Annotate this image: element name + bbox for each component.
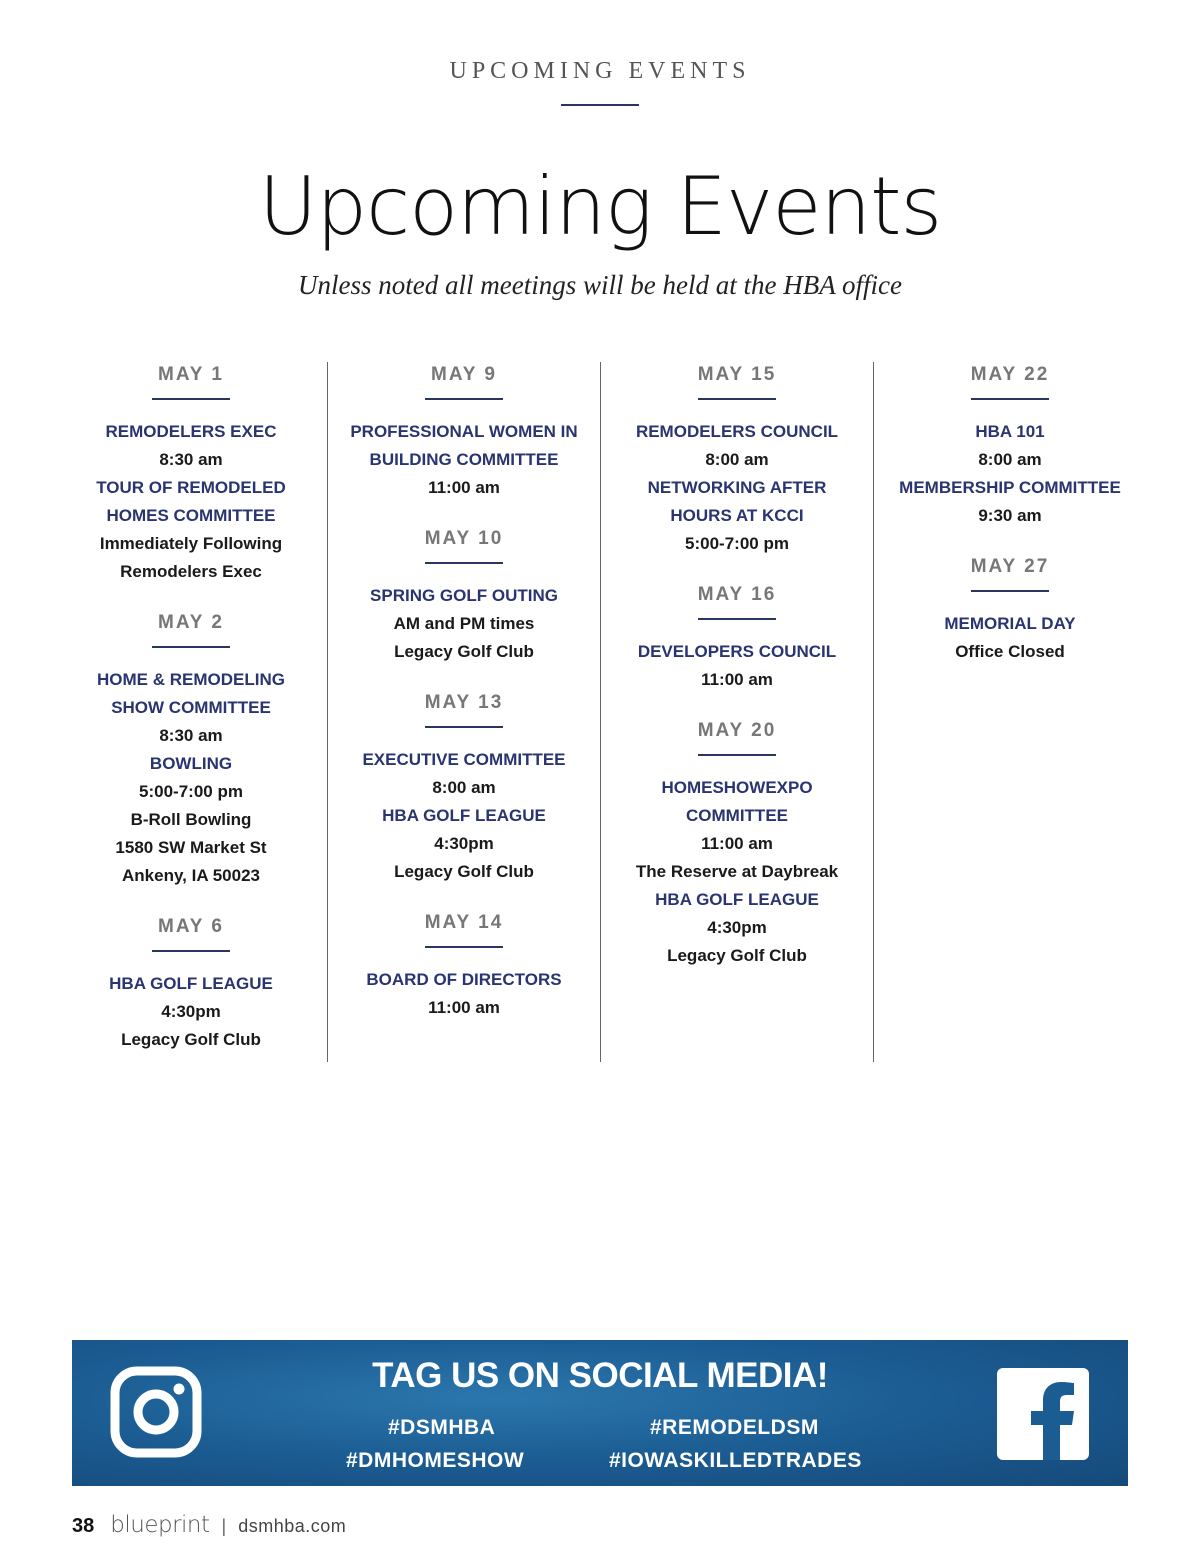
date-rule xyxy=(698,618,776,620)
event-detail: 11:00 am xyxy=(428,478,500,497)
event-day xyxy=(601,362,873,558)
date-rule xyxy=(425,726,503,728)
event-detail: Legacy Golf Club xyxy=(121,1030,261,1049)
event-name: HOME & REMODELING xyxy=(97,670,285,689)
section-label-rule xyxy=(561,104,639,106)
event-name: MEMBERSHIP COMMITTEE xyxy=(899,478,1121,497)
event-name: HBA GOLF LEAGUE xyxy=(655,890,819,909)
date-rule xyxy=(152,950,230,952)
event-detail: 5:00-7:00 pm xyxy=(139,782,243,801)
event-date: MAY 20 xyxy=(697,720,777,741)
event-date: MAY 1 xyxy=(158,364,224,385)
event-name: REMODELERS EXEC xyxy=(105,422,277,441)
date-rule xyxy=(425,562,503,564)
event-date: MAY 22 xyxy=(970,364,1050,385)
event-detail: Legacy Golf Club xyxy=(394,642,534,661)
event-day xyxy=(55,610,327,890)
events-column xyxy=(874,362,1146,1062)
event-date: MAY 15 xyxy=(697,364,777,385)
event-detail: 4:30pm xyxy=(707,918,767,937)
hashtag-iowaskilledtrades: #IOWASKILLEDTRADES xyxy=(609,1449,862,1472)
event-name: COMMITTEE xyxy=(686,806,788,825)
events-column xyxy=(55,362,328,1062)
event-date: MAY 14 xyxy=(424,912,504,933)
event-date: MAY 16 xyxy=(697,584,777,605)
event-detail: Immediately Following xyxy=(99,534,283,553)
event-name: HOURS AT KCCI xyxy=(670,506,804,525)
event-detail: 1580 SW Market St xyxy=(115,838,267,857)
hashtag-dsmhba: #DSMHBA xyxy=(388,1416,496,1439)
footer-separator: | xyxy=(221,1516,227,1536)
page-subtitle: Unless noted all meetings will be held at the HBA office xyxy=(298,270,902,300)
event-detail: 11:00 am xyxy=(701,834,773,853)
event-detail: 9:30 am xyxy=(978,506,1042,525)
event-detail: 5:00-7:00 pm xyxy=(685,534,789,553)
event-detail: Remodelers Exec xyxy=(120,562,262,581)
event-detail: AM and PM times xyxy=(393,614,535,633)
event-day xyxy=(328,362,600,502)
date-rule xyxy=(152,398,230,400)
event-detail: 11:00 am xyxy=(428,998,500,1017)
event-day xyxy=(601,718,873,970)
event-name: TOUR OF REMODELED xyxy=(96,478,286,497)
facebook-icon[interactable] xyxy=(997,1368,1089,1460)
event-name: BOWLING xyxy=(149,754,233,773)
event-day xyxy=(328,910,600,1022)
event-name: HBA GOLF LEAGUE xyxy=(109,974,273,993)
events-column xyxy=(601,362,874,1062)
page-number: 38 xyxy=(72,1515,95,1537)
event-day xyxy=(328,526,600,666)
event-detail: 4:30pm xyxy=(434,834,494,853)
event-detail: Legacy Golf Club xyxy=(667,946,807,965)
event-name: SHOW COMMITTEE xyxy=(111,698,271,717)
event-date: MAY 9 xyxy=(431,364,497,385)
page-footer xyxy=(72,1512,346,1542)
date-rule xyxy=(698,398,776,400)
date-rule xyxy=(425,946,503,948)
date-rule xyxy=(971,398,1049,400)
events-column xyxy=(328,362,601,1062)
event-name: SPRING GOLF OUTING xyxy=(370,586,558,605)
event-name: HOMES COMMITTEE xyxy=(106,506,276,525)
event-day xyxy=(328,690,600,886)
event-detail: Office Closed xyxy=(955,642,1065,661)
event-detail: 8:00 am xyxy=(432,778,496,797)
event-name: DEVELOPERS COUNCIL xyxy=(637,642,837,661)
event-name: HOMESHOWEXPO xyxy=(661,778,813,797)
social-media-banner xyxy=(72,1340,1128,1486)
hashtag-dmhomeshow: #DMHOMESHOW xyxy=(346,1449,525,1472)
section-label: UPCOMING EVENTS xyxy=(449,58,751,84)
event-name: PROFESSIONAL WOMEN IN xyxy=(350,422,578,441)
event-detail: Ankeny, IA 50023 xyxy=(122,866,260,885)
event-day xyxy=(874,554,1146,666)
events-columns xyxy=(55,362,1147,1062)
date-rule xyxy=(698,754,776,756)
event-date: MAY 2 xyxy=(158,612,224,633)
page-title: Upcoming Events xyxy=(258,160,942,253)
event-name: BOARD OF DIRECTORS xyxy=(366,970,562,989)
magazine-logo: blueprint xyxy=(110,1512,210,1538)
event-detail: 11:00 am xyxy=(701,670,773,689)
event-detail: B-Roll Bowling xyxy=(130,810,252,829)
date-rule xyxy=(425,398,503,400)
event-name: MEMORIAL DAY xyxy=(944,614,1076,633)
hashtag-remodeldsm: #REMODELDSM xyxy=(650,1416,819,1439)
event-detail: 8:00 am xyxy=(978,450,1042,469)
event-name: EXECUTIVE COMMITTEE xyxy=(362,750,566,769)
event-day xyxy=(601,582,873,694)
event-day xyxy=(55,362,327,586)
event-name: HBA GOLF LEAGUE xyxy=(382,806,546,825)
event-detail: 8:00 am xyxy=(705,450,769,469)
event-date: MAY 6 xyxy=(158,916,224,937)
event-detail: 8:30 am xyxy=(159,726,223,745)
event-name: HBA 101 xyxy=(975,422,1045,441)
event-date: MAY 10 xyxy=(424,528,504,549)
event-detail: 8:30 am xyxy=(159,450,223,469)
date-rule xyxy=(152,646,230,648)
website-link[interactable]: dsmhba.com xyxy=(238,1516,347,1536)
event-date: MAY 13 xyxy=(424,692,504,713)
event-date: MAY 27 xyxy=(970,556,1050,577)
event-detail: 4:30pm xyxy=(161,1002,221,1021)
event-name: NETWORKING AFTER xyxy=(647,478,827,497)
event-day xyxy=(55,914,327,1054)
event-name: BUILDING COMMITTEE xyxy=(369,450,559,469)
event-detail: Legacy Golf Club xyxy=(394,862,534,881)
event-detail: The Reserve at Daybreak xyxy=(635,862,839,881)
event-name: REMODELERS COUNCIL xyxy=(635,422,839,441)
date-rule xyxy=(971,590,1049,592)
banner-title: TAG US ON SOCIAL MEDIA! xyxy=(372,1356,828,1395)
event-day xyxy=(874,362,1146,530)
